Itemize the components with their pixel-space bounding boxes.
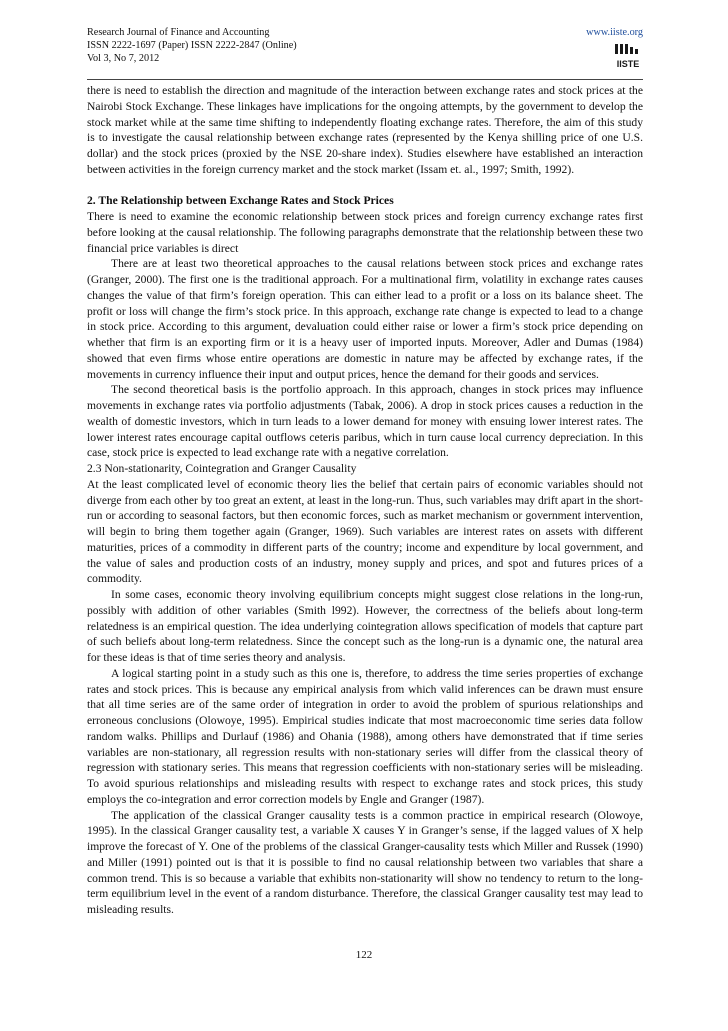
section-2-3-paragraph-4: The application of the classical Granger causality tests is a common practice in empirical research (Olowoye, 1995). In the classical Granger causality test, a variable X causes Y in Granger’s sense, if the lagged values of X help improve the forecast of Y. One of the problems of the classical Granger-causality tests which Miller and Russek (1990) and Miller (1991) pointed out is that it is possible to find no causal relationship between two variables that share a common trend. This is so because a variable that exhibits non-stationarity will show no tendency to return to the long-term equilibrium level in the event of a random disturbance. Therefore, the classical Granger causality test may lead to misleading results.: [87, 808, 643, 916]
page-number: 122: [355, 949, 373, 961]
section-2-paragraph-2: There are at least two theoretical approaches to the causal relations between stock prices and exchange rates (Granger, 2000). The first one is the traditional approach. For a multinational firm, volatility in exchange rates causes changes the value of that firm’s foreign operation. This can either lead to a profit or a loss on its balance sheet. The profit or loss will change the firm’s stock price. In this approach, exchange rate change is expected to lead to a change in stock price. According to this argument, devaluation could either raise or lower a firm’s stock price depending on whether that firm is an exporting firm or it is a heavy user of imported inputs. Moreover, Adler and Dumas (1984) showed that even firms whose entire operations are domestic in nature may be affected by exchange rates, if the movements in currency influence their input and output prices, hence the demand for their goods and services.: [87, 257, 643, 381]
section-2-3-paragraph-3: A logical starting point in a study such as this one is, therefore, to address the time series properties of exchange rates and stock prices. This is because any empirical analysis from which valid inferences can be drawn must ensure that all time series are of the same order of integration in order to avoid the problem of spurious relationships and erroneous conclusions (Olowoye, 1995). Empirical studies indicate that most macroeconomic time series data follow random walks. Phillips and Durlauf (1986) and Ohania (1988), among others have demonstrated that if time series variables are non-stationary, all regression results with non-stationary series will differ from the classical theory of regression with stationary series. This means that regression coefficients with non-stationary series will be misleading. To avoid spurious relationships and misleading results with respect to exchange rates and stock prices, this study employs the co-integration and error correction models by Engle and Granger (1987).: [87, 666, 643, 806]
article-body: [87, 83, 643, 918]
section-2-paragraph-1: There is need to examine the economic relationship between stock prices and foreign currency exchange rates first before looking at the causal relationship. The following paragraphs demonstrate that the relationship between these two financial price variables is direct: [87, 210, 643, 255]
journal-volume: Vol 3, No 7, 2012: [87, 53, 160, 64]
intro-paragraph: there is need to establish the direction and magnitude of the interaction between exchange rates and stock prices at the Nairobi Stock Exchange. These linkages have implications for the ongoing attempts, by the government to develop the stock market while at the same time shifting to independently floating exchange rates. Therefore, the aim of this study is to investigate the causal relationship between exchange rates (represented by the Kenya shilling price of one U.S. dollar) and the stock prices (proxied by the NSE 20-share index). Studies elsewhere have established an interaction between activities in the foreign currency market and the stock market (Issam et. al., 1997; Smith, 1992).: [87, 84, 643, 176]
journal-info: [87, 26, 297, 65]
journal-url-link[interactable]: www.iiste.org: [586, 27, 643, 38]
page-header: [87, 26, 643, 81]
logo-text: IISTE: [616, 59, 640, 69]
journal-issn: ISSN 2222-1697 (Paper) ISSN 2222-2847 (Online): [87, 40, 297, 51]
section-2-paragraph-3: The second theoretical basis is the portfolio approach. In this approach, changes in stock prices may influence movements in exchange rates via portfolio adjustments (Tabak, 2006). A drop in stock prices causes a reduction in the wealth of domestic investors, which in turn leads to a lower demand for money with ensuing lower interest rates. The lower interest rates encourage capital outflows ceteris paribus, which in turn cause local currency depreciation. In this case, stock price is expected to lead exchange rate with a negative correlation.: [87, 383, 643, 460]
journal-title: Research Journal of Finance and Accounting: [87, 27, 270, 38]
section-2-3-paragraph-1: At the least complicated level of economic theory lies the belief that certain pairs of economic variables should not diverge from each other by too great an extent, at least in the long-run. Thus, such variables may drift apart in the short-run or according to seasonal factors, but then economic forces, such as market mechanism or government intervention, will begin to bring them together again (Granger, 1969). Such variables are interest rates on assets with different maturities, prices of a commodity in different parts of the country; income and expenditure by local government, and the value of sales and production costs of an industry, money supply and prices, and spot and futures prices of a commodity.: [87, 477, 643, 586]
header-divider: [87, 79, 643, 80]
section-2-3-paragraph-2: In some cases, economic theory involving equilibrium concepts might suggest close relations in the long-run, possibly with addition of other variables (Smith l992). However, the correctness of the beliefs about long-term relatedness is an empirical question. The idea underlying cointegration allows specification of models that capture part of such beliefs about long-term relatedness. Since the concept such as the long-run is a dynamic one, the natural area for these ideas is that of time series theory and analysis.: [87, 588, 643, 664]
spacer: [87, 178, 643, 194]
iiste-logo-icon: [613, 42, 643, 72]
section-2-heading: 2. The Relationship between Exchange Rates and Stock Prices: [87, 194, 394, 208]
section-2-3-heading: 2.3 Non-stationarity, Cointegration and Granger Causality: [87, 462, 357, 475]
